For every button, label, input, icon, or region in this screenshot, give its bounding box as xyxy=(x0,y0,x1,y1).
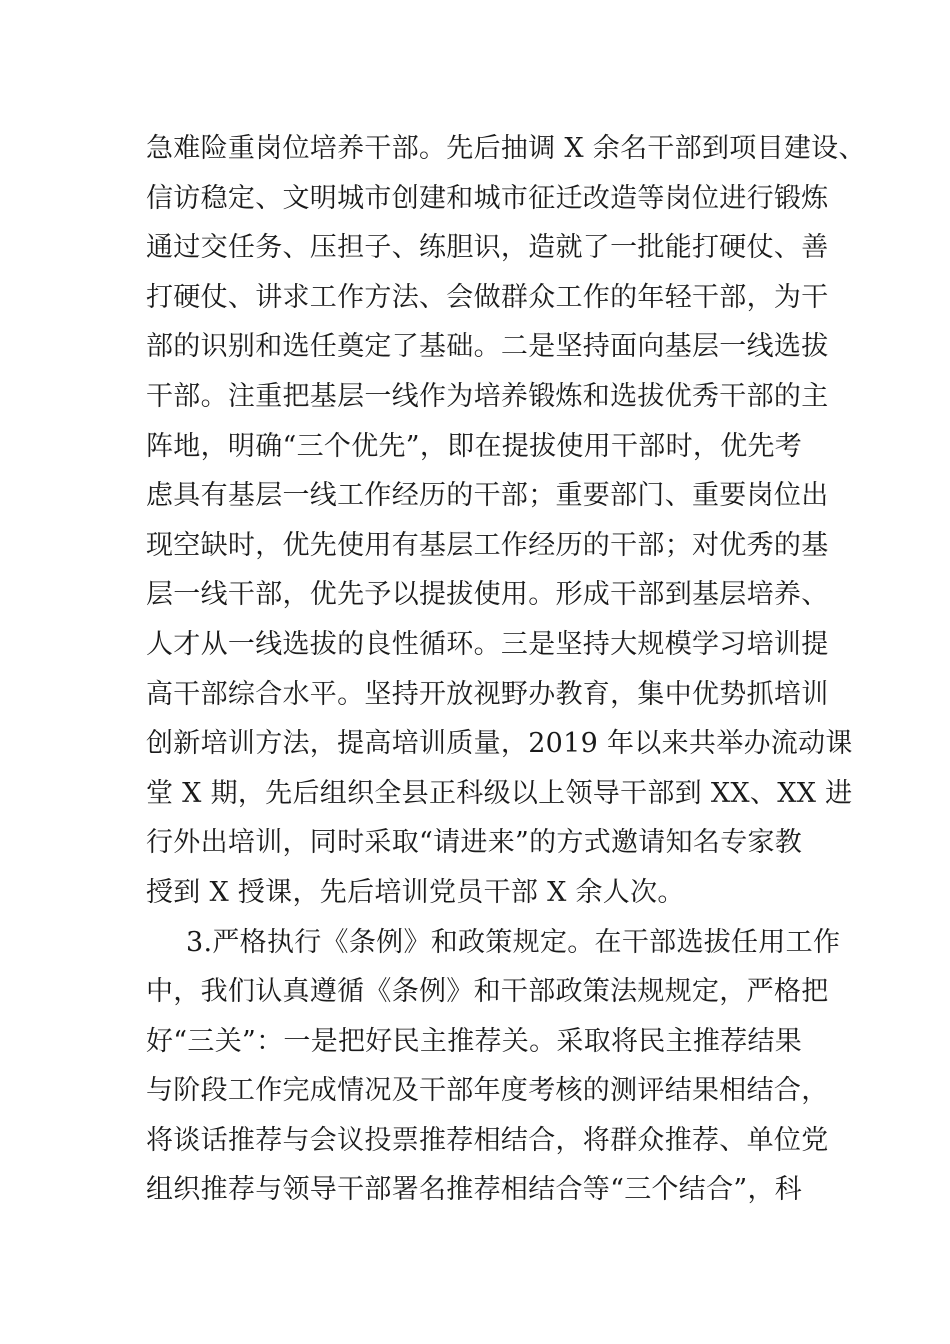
text-line: 好“三关”：一是把好民主推荐关。采取将民主推荐结果 xyxy=(146,1025,803,1057)
text-line: 组织推荐与领导干部署名推荐相结合等“三个结合”，科 xyxy=(146,1174,803,1206)
text-line: 虑具有基层一线工作经历的干部；重要部门、重要岗位出 xyxy=(146,480,829,512)
text-line: 部的识别和选任奠定了基础。二是坚持面向基层一线选拔 xyxy=(146,331,829,363)
text-line: 将谈话推荐与会议投票推荐相结合，将群众推荐、单位党 xyxy=(146,1124,829,1156)
text-line: 高干部综合水平。坚持开放视野办教育，集中优势抓培训 xyxy=(146,678,829,710)
body-text xyxy=(146,124,866,1215)
text-line: 干部。注重把基层一线作为培养锻炼和选拔优秀干部的主 xyxy=(146,380,829,412)
text-line: 授到 X 授课，先后培训党员干部 X 余人次。 xyxy=(146,876,685,908)
text-line: 堂 X 期，先后组织全县正科级以上领导干部到 XX、XX 进 xyxy=(146,777,853,809)
text-line: 中，我们认真遵循《条例》和干部政策法规规定，严格把 xyxy=(146,976,829,1008)
text-line: 现空缺时，优先使用有基层工作经历的干部；对优秀的基 xyxy=(146,529,829,561)
text-line: 人才从一线选拔的良性循环。三是坚持大规模学习培训提 xyxy=(146,628,829,660)
text-line: 行外出培训，同时采取“请进来”的方式邀请知名专家教 xyxy=(146,827,803,859)
text-line: 创新培训方法，提高培训质量，2019 年以来共举办流动课 xyxy=(146,728,853,760)
text-line: 与阶段工作完成情况及干部年度考核的测评结果相结合， xyxy=(146,1075,829,1107)
text-line: 信访稳定、文明城市创建和城市征迁改造等岗位进行锻炼 xyxy=(146,182,829,214)
text-line: 通过交任务、压担子、练胆识，造就了一批能打硬仗、善 xyxy=(146,232,829,264)
text-line: 急难险重岗位培养干部。先后抽调 X 余名干部到项目建设、 xyxy=(146,133,866,164)
text-line: 打硬仗、讲求工作方法、会做群众工作的年轻干部，为干 xyxy=(146,281,829,313)
section-heading-line: 3.严格执行《条例》和政策规定。在干部选拔任用工作 xyxy=(186,926,841,958)
text-line: 阵地，明确“三个优先”，即在提拔使用干部时，优先考 xyxy=(146,430,803,462)
text-line: 层一线干部，优先予以提拔使用。形成干部到基层培养、 xyxy=(146,579,829,611)
